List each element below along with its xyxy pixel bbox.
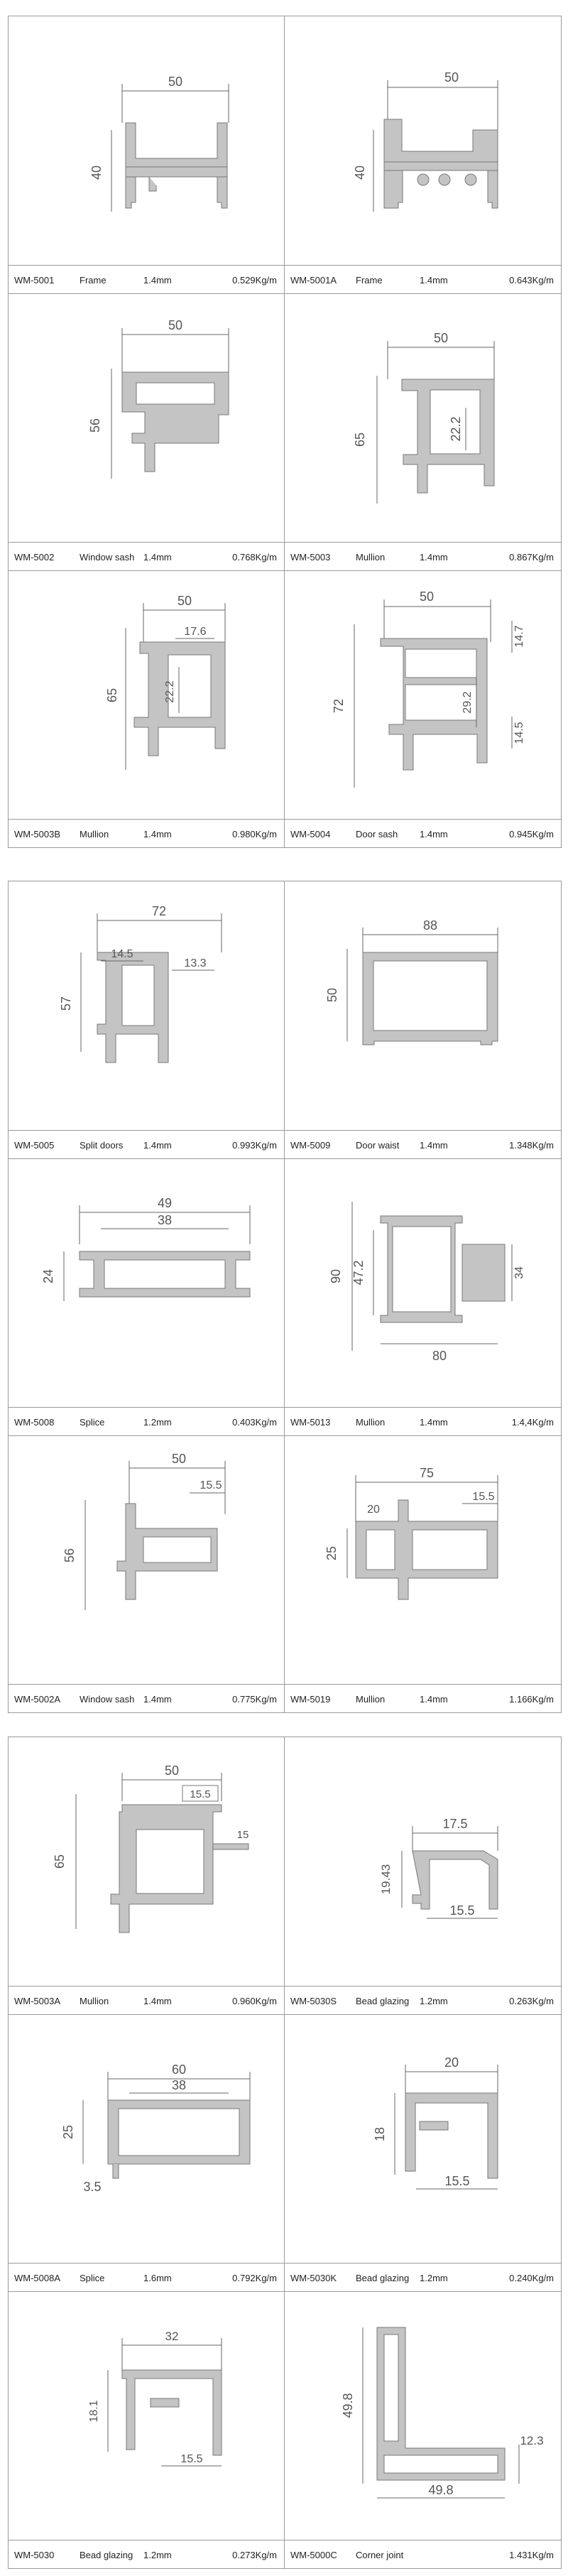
dim-label: 19.43 xyxy=(379,1864,393,1895)
profile-code: WM-5002A xyxy=(14,1694,61,1705)
dim-label: 50 xyxy=(433,331,449,345)
profile-drawing-wm-5003 xyxy=(285,294,561,542)
dim-label: 49 xyxy=(157,1196,173,1210)
dim-label: 12.3 xyxy=(520,2434,544,2447)
profile-code: WM-5003A xyxy=(14,1996,61,2006)
dim-label: 18 xyxy=(373,2126,387,2142)
dim-label: 72 xyxy=(332,698,346,714)
dim-label: 65 xyxy=(105,688,119,703)
dim-label: 14.5 xyxy=(111,948,133,960)
dim-label: 24 xyxy=(41,1268,55,1284)
dim-label: 50 xyxy=(171,1452,187,1466)
profile-cell xyxy=(285,293,561,570)
profile-thickness: 1.4mm xyxy=(143,1694,172,1705)
profile-caption xyxy=(285,265,561,293)
dim-label: 65 xyxy=(353,432,367,447)
profile-cell xyxy=(285,570,561,847)
dim-label: 34 xyxy=(513,1266,525,1279)
dim-label: 60 xyxy=(171,2063,187,2077)
dim-label: 18.1 xyxy=(88,2400,100,2423)
profile-cell xyxy=(285,881,561,1158)
profile-code: WM-5019 xyxy=(290,1694,331,1705)
profile-caption xyxy=(285,1130,561,1158)
profile-cell xyxy=(9,881,285,1158)
profile-cell xyxy=(9,16,285,293)
catalog-sheet-3 xyxy=(8,1737,562,2569)
profile-name: Split doors xyxy=(80,1140,124,1151)
profile-cell xyxy=(9,1737,285,2014)
profile-cell xyxy=(9,2014,285,2291)
profile-cell xyxy=(285,2291,561,2568)
dim-label: 17.6 xyxy=(184,626,207,638)
profile-cell xyxy=(285,1435,561,1712)
dim-label: 17.5 xyxy=(442,1817,468,1831)
profile-drawing-wm-5030s xyxy=(285,1737,561,1985)
profile-caption xyxy=(285,1684,561,1712)
dim-label: 88 xyxy=(422,918,438,933)
dim-label: 75 xyxy=(419,1466,435,1480)
profile-weight: 0.867Kg/m xyxy=(509,552,554,563)
profile-code: WM-5001A xyxy=(290,275,337,286)
catalog-sheet-1 xyxy=(8,16,562,848)
profile-name: Splice xyxy=(80,2273,105,2283)
profile-name: Door waist xyxy=(356,1140,400,1151)
dim-label: 50 xyxy=(168,75,183,89)
profile-code: WM-5008 xyxy=(14,1417,55,1428)
profile-code: WM-5030K xyxy=(290,2273,337,2283)
dim-label: 80 xyxy=(432,1349,447,1363)
profile-drawing-wm-5030 xyxy=(9,2292,285,2540)
profile-name: Mullion xyxy=(356,1417,386,1428)
dim-label: 15.5 xyxy=(444,2174,470,2188)
profile-cell xyxy=(9,2291,285,2568)
profile-caption xyxy=(9,1986,284,2014)
profile-caption xyxy=(285,1986,561,2014)
profile-weight: 1.4,4Kg/m xyxy=(511,1417,554,1428)
profile-drawing-wm-5005 xyxy=(9,881,285,1129)
profile-code: WM-5000C xyxy=(290,2550,337,2560)
profile-name: Mullion xyxy=(80,829,109,839)
dim-label: 15.5 xyxy=(190,1788,211,1800)
profile-drawing-wm-5003a xyxy=(9,1737,285,1985)
profile-weight: 0.980Kg/m xyxy=(232,829,277,839)
profile-weight: 0.643Kg/m xyxy=(509,275,554,286)
profile-drawing-wm-5001 xyxy=(9,16,285,264)
dim-label: 15.5 xyxy=(472,1491,495,1503)
profile-thickness: 1.4mm xyxy=(143,552,172,563)
profile-thickness: 1.4mm xyxy=(143,1140,172,1151)
profile-drawing-wm-5008 xyxy=(9,1159,285,1407)
profile-drawing-wm-5030k xyxy=(285,2015,561,2263)
profile-caption xyxy=(9,542,284,570)
dim-label: 32 xyxy=(165,2330,179,2343)
profile-caption xyxy=(9,1684,284,1712)
profile-name: Window sash xyxy=(80,552,135,563)
profile-caption xyxy=(285,1407,561,1435)
dim-label: 15.5 xyxy=(449,1903,475,1918)
profile-drawing-wm-5000c xyxy=(285,2292,561,2540)
dim-label: 50 xyxy=(325,987,339,1003)
profile-name: Door sash xyxy=(356,829,398,839)
profile-code: WM-5030 xyxy=(14,2550,55,2560)
profile-drawing-wm-5003b xyxy=(9,571,285,819)
dim-label: 20 xyxy=(367,1504,380,1516)
catalog-sheet-2 xyxy=(8,881,562,1713)
dim-label: 49.8 xyxy=(428,2483,454,2497)
dim-label: 15 xyxy=(236,1829,249,1841)
profile-code: WM-5030S xyxy=(290,1996,337,2006)
dim-label: 49.8 xyxy=(341,2393,355,2418)
profile-name: Frame xyxy=(80,275,106,286)
profile-weight: 0.945Kg/m xyxy=(509,829,554,839)
profile-name: Frame xyxy=(356,275,383,286)
dim-label: 50 xyxy=(444,70,459,85)
profile-weight: 1.431Kg/m xyxy=(509,2550,554,2560)
profile-code: WM-5002 xyxy=(14,552,55,563)
dim-label: 65 xyxy=(53,1854,67,1869)
dim-label: 57 xyxy=(59,996,73,1011)
profile-caption xyxy=(9,265,284,293)
profile-caption xyxy=(9,2540,284,2568)
profile-drawing-wm-5013 xyxy=(285,1159,561,1407)
profile-weight: 0.273Kg/m xyxy=(232,2550,277,2560)
profile-weight: 0.263Kg/m xyxy=(509,1996,554,2006)
profile-name: Mullion xyxy=(356,552,386,563)
profile-weight: 1.348Kg/m xyxy=(509,1140,554,1151)
profile-thickness: 1.4mm xyxy=(143,275,172,286)
dim-label: 13.3 xyxy=(184,957,207,969)
dim-label: 25 xyxy=(324,1545,339,1561)
profile-caption xyxy=(285,542,561,570)
dim-label: 50 xyxy=(177,594,192,608)
dim-label: 50 xyxy=(168,318,183,332)
dim-label: 3.5 xyxy=(83,2180,102,2194)
profile-name: Corner joint xyxy=(356,2550,404,2560)
profile-cell xyxy=(9,570,285,847)
profile-drawing-wm-5019 xyxy=(285,1436,561,1684)
profile-code: WM-5013 xyxy=(290,1417,331,1428)
dim-label: 72 xyxy=(151,904,167,918)
profile-thickness: 1.2mm xyxy=(143,2550,172,2560)
profile-cell xyxy=(285,16,561,293)
profile-drawing-wm-5001a xyxy=(285,16,561,264)
dim-label: 56 xyxy=(88,418,102,433)
profile-weight: 0.792Kg/m xyxy=(232,2273,277,2283)
profile-thickness: 1.6mm xyxy=(143,2273,172,2283)
profile-weight: 0.993Kg/m xyxy=(232,1140,277,1151)
dim-label: 14.7 xyxy=(513,625,525,648)
profile-code: WM-5009 xyxy=(290,1140,331,1151)
profile-weight: 0.529Kg/m xyxy=(232,275,277,286)
profile-thickness: 1.2mm xyxy=(143,1417,172,1428)
profile-thickness: 1.4mm xyxy=(420,275,448,286)
dim-label: 15.5 xyxy=(180,2453,203,2465)
profile-caption xyxy=(9,1130,284,1158)
profile-drawing-wm-5008a xyxy=(9,2015,285,2263)
profile-caption xyxy=(285,2540,561,2568)
profile-caption xyxy=(285,2263,561,2291)
profile-cell xyxy=(285,1737,561,2014)
profile-weight: 0.960Kg/m xyxy=(232,1996,277,2006)
dim-label: 22.2 xyxy=(164,680,176,703)
dim-label: 38 xyxy=(171,2078,187,2092)
dim-label: 29.2 xyxy=(462,691,474,714)
profile-cell xyxy=(285,1158,561,1435)
dim-label: 15.5 xyxy=(200,1479,222,1491)
dim-label: 50 xyxy=(164,1763,180,1778)
profile-drawing-wm-5004 xyxy=(285,571,561,819)
profile-thickness: 1.4mm xyxy=(143,829,172,839)
profile-thickness: 1.2mm xyxy=(420,1996,448,2006)
profile-name: Bead glazing xyxy=(356,1996,410,2006)
profile-code: WM-5004 xyxy=(290,829,331,839)
profile-thickness: 1.4mm xyxy=(420,1140,448,1151)
profile-thickness: 1.2mm xyxy=(420,2273,448,2283)
profile-drawing-wm-5002a xyxy=(9,1436,285,1684)
profile-name: Bead glazing xyxy=(80,2550,133,2560)
profile-drawing-wm-5009 xyxy=(285,881,561,1129)
dim-label: 14.5 xyxy=(513,722,525,744)
dim-label: 47.2 xyxy=(351,1260,366,1286)
profile-code: WM-5005 xyxy=(14,1140,55,1151)
profile-thickness: 1.4mm xyxy=(143,1996,172,2006)
profile-caption xyxy=(9,819,284,847)
dim-label: 25 xyxy=(61,2124,75,2140)
profile-thickness: 1.4mm xyxy=(420,1694,448,1705)
dim-label: 22.2 xyxy=(449,416,463,442)
profile-code: WM-5001 xyxy=(14,275,55,286)
profile-thickness: 1.4mm xyxy=(420,552,448,563)
profile-code: WM-5003 xyxy=(290,552,331,563)
profile-drawing-wm-5002 xyxy=(9,294,285,542)
profile-cell xyxy=(9,1435,285,1712)
dim-label: 90 xyxy=(329,1268,343,1284)
profile-name: Window sash xyxy=(80,1694,135,1705)
dim-label: 38 xyxy=(157,1213,173,1227)
profile-name: Splice xyxy=(80,1417,105,1428)
profile-code: WM-5008A xyxy=(14,2273,61,2283)
dim-label: 40 xyxy=(89,165,104,180)
profile-caption xyxy=(9,1407,284,1435)
dim-label: 50 xyxy=(419,589,435,604)
profile-weight: 1.166Kg/m xyxy=(509,1694,554,1705)
profile-caption xyxy=(9,2263,284,2291)
dim-label: 40 xyxy=(353,165,367,180)
profile-thickness: 1.4mm xyxy=(420,1417,448,1428)
profile-weight: 0.775Kg/m xyxy=(232,1694,277,1705)
profile-cell xyxy=(285,2014,561,2291)
profile-code: WM-5003B xyxy=(14,829,61,839)
profile-weight: 0.768Kg/m xyxy=(232,552,277,563)
dim-label: 56 xyxy=(62,1548,77,1563)
dim-label: 20 xyxy=(444,2055,459,2070)
profile-cell xyxy=(9,1158,285,1435)
profile-name: Mullion xyxy=(356,1694,386,1705)
profile-weight: 0.240Kg/m xyxy=(509,2273,554,2283)
profile-name: Mullion xyxy=(80,1996,109,2006)
profile-name: Bead glazing xyxy=(356,2273,410,2283)
profile-cell xyxy=(9,293,285,570)
profile-caption xyxy=(285,819,561,847)
profile-weight: 0.403Kg/m xyxy=(232,1417,277,1428)
profile-thickness: 1.4mm xyxy=(420,829,448,839)
